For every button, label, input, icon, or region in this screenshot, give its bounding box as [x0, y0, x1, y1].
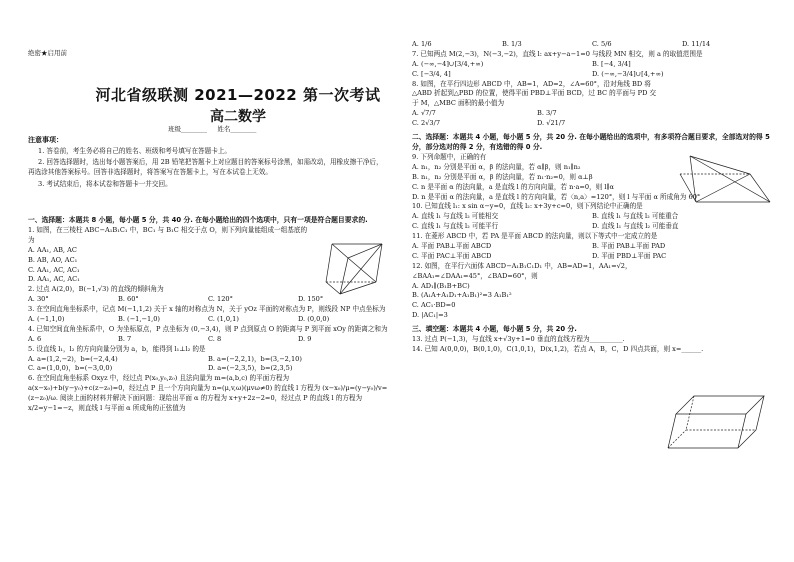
- option: B. 60°: [118, 295, 139, 304]
- notes: [28, 146, 388, 190]
- notes-title: 注意事项：: [28, 135, 63, 144]
- question-1-options: [28, 246, 308, 286]
- class-field: 班级________: [168, 125, 207, 133]
- option: A. a=(1,2,−2)，b=(−2,4,4): [28, 354, 118, 363]
- question-6: 6. 在空间直角坐标系 Oxyz 中，经过点 P(x₀,y₀,z₀) 且法向量为 m=(a,b,c) 的平面方程为 a(x−x₀)+b(y−y₀)+c(z−z₀)=0，经过点 P 且一个方向向量为 n=(μ,v,ω)(μvω≠0) 的直线 l 方程为 (x−x₀)/μ=(y−y₀)/v=(z−z₀)/ω. 阅读上面的材料并解决下面问题：现给出平面 α 的方程为 x+y+2z−2=0，经过点 P 的直线 l 的方程为 x/2=y−1=−z，则直线 l 与平面 α 所成角的正弦值为: [28, 374, 388, 413]
- question-9: 9. 下列命题中，正确的有: [412, 153, 487, 162]
- option: A. n₁，n₂ 分别是平面 α，β 的法向量，若 α∥β，则 n₁∥n₂: [412, 162, 581, 171]
- prism-figure: [318, 238, 390, 298]
- option: A. AA₁, AB, AC: [28, 245, 77, 254]
- option: C. (1,0,1): [208, 315, 239, 324]
- option: B. (−1,−1,0): [118, 315, 161, 324]
- question-3: 3. 在空间直角坐标系中，记点 M(−1,1,2) 关于 x 轴的对称点为 N，关于 yOz 平面的对称点为 P，则线段 NP 中点坐标为: [28, 305, 386, 314]
- option: C. AC₁·BD=0: [412, 301, 456, 310]
- secret-label: 绝密★启用前: [28, 49, 67, 57]
- option: B. 7: [118, 334, 132, 343]
- option: B. AB, AO, AC₁: [28, 255, 78, 264]
- option: A. 1/6: [412, 40, 432, 48]
- option: B. 直线 l₁ 与直线 l₂ 可能重合: [592, 212, 679, 221]
- option: C. n 是平面 α 的法向量，a 是直线 l 的方向向量，若 n·a=0，则 l∥α: [412, 182, 614, 191]
- question-7-options: [412, 60, 772, 80]
- question-5: 5. 设直线 l₁，l₂ 的方向向量分别为 a，b，能得到 l₁⊥l₂ 的是: [28, 344, 206, 353]
- option: D. √21/7: [537, 119, 566, 128]
- option: D. 9: [298, 334, 312, 343]
- option: A. (−1,1,0): [28, 315, 65, 324]
- option: C. [−3/4, 4]: [412, 69, 451, 78]
- option: A. 30°: [28, 295, 49, 304]
- note-item: 3. 考试结束后，将本试卷和答题卡一并交回。: [38, 179, 172, 188]
- option: D. a=(−2,3,5)，b=(2,3,5): [208, 364, 293, 373]
- question-10-options: [412, 212, 772, 232]
- exam-title: 河北省级联测 2021—2022 第一次考试: [95, 86, 381, 104]
- question-4: 4. 已知空间直角坐标系中，O 为坐标原点，P 点坐标为 (0,−3,4)，则 P 点到原点 O 的距离与 P 到平面 xOy 的距离之和为: [28, 324, 388, 333]
- option: D. 平面 PBD⊥平面 PAC: [592, 251, 667, 260]
- option: B. n₁，n₂ 分别是平面 α，β 的法向量，若 n₁·n₂=0，则 α⊥β: [412, 172, 593, 181]
- question-13: 13. 过点 P(−1,3)，与直线 x+√3y+1=0 垂直的直线方程为__________.: [412, 335, 625, 344]
- question-5-options: [28, 355, 388, 375]
- option: A. 直线 l₁ 与直线 l₂ 可能相交: [412, 212, 499, 221]
- option: B. [−4, 3/4]: [592, 59, 631, 68]
- question-3-options: [28, 315, 388, 325]
- question-10: 10. 已知直线 l₁: x sin α−y=0，直线 l₂: x+3y+c=0，则下列结论中正确的是: [412, 202, 643, 211]
- subject-title: 高二数学: [210, 109, 266, 125]
- option: C. a=(1,0,0)，b=(−3,0,0): [28, 364, 113, 373]
- section-1-heading: 一、选择题：本题共 8 小题，每小题 5 分，共 40 分. 在每小题给出的四个选项中，只有一项是符合题目要求的.: [28, 216, 368, 224]
- question-12-options: [412, 282, 662, 322]
- option: C. 2√3/7: [412, 119, 441, 128]
- note-item: 2. 回答选择题时，选出每小题答案后，用 2B 铅笔把答题卡上对应题目的答案标号涂黑，如需改动，用橡皮擦干净后，再选涂其他答案标号。回答非选择题时，将答案写在答题卡上，写在本试卷上无效。: [28, 158, 383, 177]
- question-14: 14. 已知 A(0,0,0)，B(0,1,0)，C(1,0,1)，D(x,1,2)，若点 A，B，C，D 四点共面，则 x=______.: [412, 345, 704, 354]
- option: C. 平面 PAC⊥平面 ABCD: [412, 251, 492, 260]
- option: D. 150°: [298, 295, 324, 304]
- name-row: [168, 124, 256, 133]
- question-11-options: [412, 242, 772, 262]
- note-item: 1. 答卷前，考生务必将自己的姓名、班级和考号填写在答题卡上。: [38, 147, 232, 155]
- question-1: 1. 如图，在三棱柱 ABC−A₁B₁C₁ 中，BC₁ 与 B₁C 相交于点 O，则下列向量能组成一组基底的为: [28, 226, 308, 244]
- question-4-options: [28, 335, 388, 345]
- question-11: 11. 在菱形 ABCD 中，若 PA 是平面 ABCD 的法向量，则以下等式中一定成立的是: [412, 232, 658, 241]
- option: D. 11/14: [682, 40, 711, 48]
- option: B. 平面 PAB⊥平面 PAD: [592, 242, 666, 251]
- option: D. AA₁, AC, AC₁: [28, 275, 80, 284]
- option: D. n 是平面 α 的法向量，a 是直线 l 的方向向量，若〈n,a〉=120°，则 l 与平面 α 所成角为 60°: [412, 192, 701, 201]
- question-12: 12. 如图，在平行六面体 ABCD−A₁B₁C₁D₁ 中，AB=AD=1，AA₁=√2，∠BAA₁=∠DAA₁=45°，∠BAD=60°，则: [412, 261, 632, 280]
- option: C. AA₁, AC, AC₁: [28, 265, 80, 274]
- option: D. 直线 l₁ 与直线 l₂ 可能垂直: [592, 222, 679, 231]
- option: B. a=(−2,2,1)，b=(3,−2,10): [208, 354, 302, 363]
- option: C. 5/6: [592, 40, 612, 48]
- question-8: 8. 如图，在平行四边形 ABCD 中，AB=1，AD=2，∠A=60°，沿对角线 BD 将△ABD 折起到△PBD 的位置，使得平面 PBD⊥平面 BCD，过 BC 的平面与 PD 交于 M，△MBC 面积的最小值为: [412, 79, 657, 108]
- section-2-heading: 二、选择题：本题共 4 小题，每小题 5 分，共 20 分. 在每小题给出的选项中，有多项符合题目要求，全部选对的得 5 分，部分选对的得 2 分，有选错的得 0 分.: [412, 133, 770, 152]
- parallelepiped-figure: [664, 392, 774, 454]
- question-6-options: [412, 40, 772, 50]
- option: B. (A₁A+A₁D₁+A₁B₁)²=3 A₁B₁²: [412, 291, 512, 300]
- option: A. 6: [28, 334, 42, 343]
- option: D. (−∞,−3/4]∪[4,+∞): [592, 69, 664, 78]
- option: D. |AC₁|=3: [412, 311, 448, 320]
- option: A. √7/7: [412, 109, 436, 118]
- question-7: 7. 已知两点 M(2,−3)，N(−3,−2)，直线 l: ax+y−a−1=0 与线段 MN 相交，则 a 的取值范围是: [412, 49, 703, 58]
- option: B. 1/3: [502, 40, 522, 48]
- option: C. 120°: [208, 295, 233, 304]
- fold-figure: [676, 152, 776, 208]
- question-8-options: [412, 109, 662, 129]
- option: A. 平面 PAB⊥平面 ABCD: [412, 242, 492, 251]
- name-field: 姓名________: [217, 125, 257, 133]
- option: C. 8: [208, 334, 222, 343]
- option: B. 3/7: [537, 109, 557, 118]
- option: C. 直线 l₁ 与直线 l₂ 可能平行: [412, 222, 499, 231]
- section-3-heading: 三、填空题：本题共 4 小题，每小题 5 分，共 20 分.: [412, 325, 577, 334]
- question-2: 2. 过点 A(2,0)，B(−1,√3) 的直线的倾斜角为: [28, 285, 164, 294]
- option: D. (0,0,0): [298, 315, 330, 324]
- option: A. AD₁∥(B₁B+BC): [412, 281, 470, 290]
- option: A. (−∞,−4]∪[3/4,+∞): [412, 59, 484, 68]
